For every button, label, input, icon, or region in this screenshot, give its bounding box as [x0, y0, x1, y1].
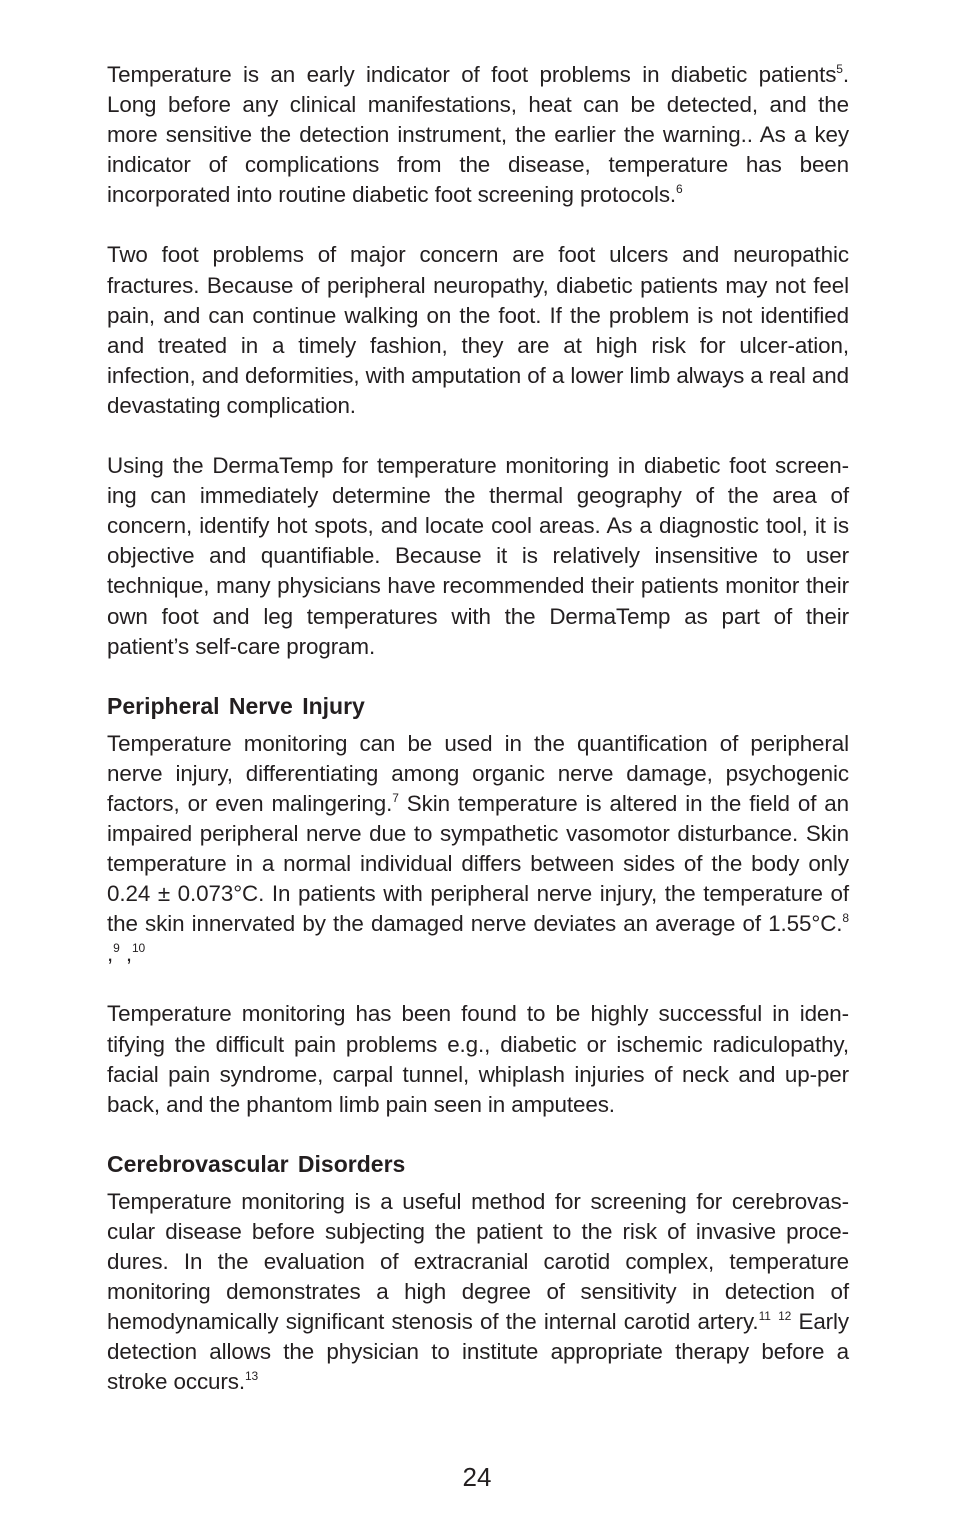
footnote-ref: 6	[676, 182, 683, 197]
section-heading-cerebrovascular-disorders: Cerebrovascular Disorders	[107, 1150, 406, 1177]
paragraph-text: Skin temperature is altered in the field of an impaired peripheral nerve due to sympathetic vasomotor disturbance. Skin temperature in a normal individual differs between sides of the body only 0.24 ± 0.073°C. In patients with peripheral nerve injury, the temperature of the skin innervated by the damaged nerve deviates an average of 1.55°C.	[107, 790, 850, 937]
paragraph-spacer	[107, 421, 849, 451]
footnote-ref: 9	[113, 941, 120, 956]
heading-spacer	[107, 1179, 849, 1187]
heading-spacer	[107, 721, 849, 729]
footnote-ref: 5	[836, 62, 843, 76]
footnote-separator: ,	[119, 941, 132, 967]
section-spacer	[107, 1120, 849, 1149]
paragraph-text: Temperature monitoring can be used in the quantification of peripheral nerve injury, differentiating among organic nerve damage, psychogenic factors, or even malingering.	[107, 730, 849, 816]
paragraph-text: Temperature is an early indicator of foot problems in diabetic patients	[107, 62, 837, 87]
paragraph-foot-problems	[107, 240, 849, 421]
footnote-ref: 12	[778, 1309, 792, 1324]
paragraph-diabetic-temperature	[107, 60, 849, 210]
paragraph-pain-problems	[107, 999, 849, 1119]
paragraph-text: Using the DermaTemp for temperature monitoring in diabetic foot screen-ing can immediately determine the thermal geography of the area of concern, identify hot spots, and locate cool areas. As a diagnostic tool, it is objective and quantifiable. Because it is relatively insensitive to user technique, many physicians have recommended their patients monitor their own foot and leg temperatures with the DermaTemp as part of their patient’s self-care program.	[107, 453, 849, 659]
paragraph-text: Early detection allows the physician to institute appropriate therapy before a stroke occurs.	[107, 1309, 849, 1395]
section-spacer	[107, 662, 849, 691]
footnote-ref: 13	[244, 1369, 259, 1384]
footnote-ref: 8	[842, 911, 849, 926]
paragraph-text: Temperature monitoring has been found to be highly successful in iden-tifying the difficult pain problems e.g., diabetic or ischemic radiculopathy, facial pain syndrome, carpal tunnel, whiplash injuries of neck and up-per back, and the phantom limb pain seen in amputees.	[107, 1001, 849, 1117]
paragraph-spacer	[107, 969, 849, 999]
paragraph-dermatemp-screening	[107, 451, 849, 662]
paragraph-nerve-injury-quantification	[107, 729, 849, 970]
footnote-ref: 11	[758, 1309, 771, 1324]
paragraph-text: . Long before any clinical manifestations, heat can be detected, and the more sensitive the detection instrument, the earlier the warning.. As a key indicator of complications from the disease, temperature has been incorporated into routine diabetic foot screening protocols.	[107, 62, 849, 208]
section-heading-peripheral-nerve-injury: Peripheral Nerve Injury	[107, 692, 365, 719]
footnote-ref: 7	[392, 790, 399, 805]
footnote-ref: 10	[131, 941, 146, 956]
paragraph-text: Two foot problems of major concern are foot ulcers and neuropathic fractures. Because of peripheral neuropathy, diabetic patients may not feel pain, and can continue walking on the foot. If the problem is not identified and treated in a timely fashion, they are at high risk for ulcer-ation, infection, and deformities, with amputation of a lower limb always a real and devastating complication.	[107, 242, 849, 418]
paragraph-cerebrovascular-screening	[107, 1187, 849, 1398]
paragraph-text: Temperature monitoring is a useful method for screening for cerebrovas-cular disease before subjecting the patient to the risk of invasive proce-dures. In the evaluation of extracranial carotid complex, temperature monitoring demonstrates a high degree of sensitivity in detection of hemodynamically significant stenosis of the internal carotid artery.	[107, 1188, 849, 1335]
page-number: 24	[462, 1462, 492, 1492]
paragraph-spacer	[107, 210, 849, 240]
footnote-separator: ,	[107, 941, 114, 967]
footnote-separator	[771, 1309, 778, 1334]
page-body	[107, 60, 849, 1397]
